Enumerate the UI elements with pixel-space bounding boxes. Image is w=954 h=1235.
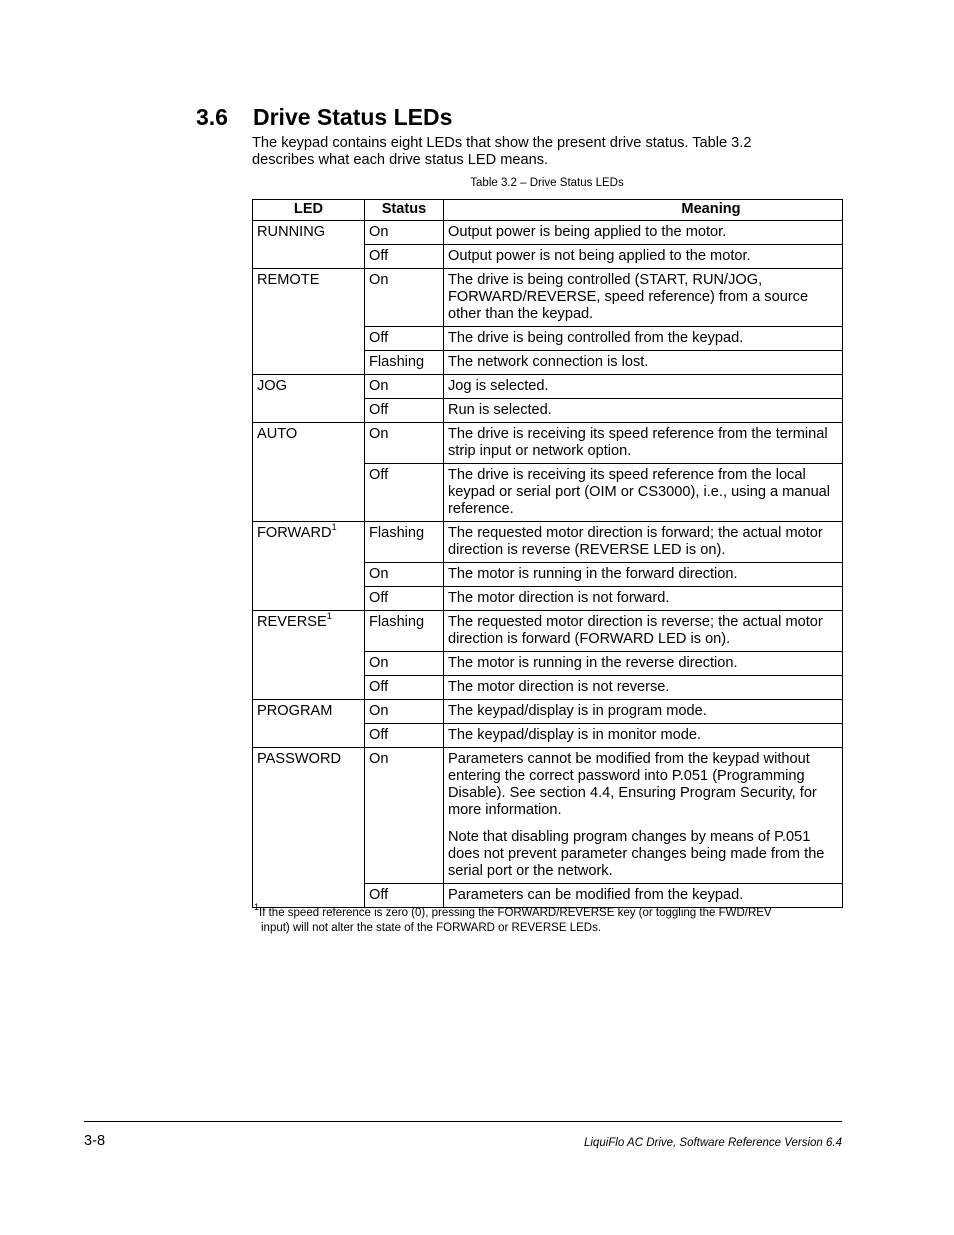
- meaning-text: The requested motor direction is forward; the actual motor direction is reverse (REVERSE LED is on).: [448, 525, 823, 558]
- meaning-cell: [444, 748, 843, 884]
- footnote-line-2: input) will not alter the state of the FORWARD or REVERSE LEDs.: [261, 922, 602, 934]
- meaning-text: The motor direction is not reverse.: [448, 679, 670, 695]
- status-cell: On: [365, 748, 444, 884]
- meaning-cell: [444, 563, 843, 587]
- meaning-cell: [444, 351, 843, 375]
- meaning-text: The motor is running in the reverse direction.: [448, 655, 738, 671]
- table-header-row: [253, 200, 843, 221]
- status-cell: Off: [365, 327, 444, 351]
- led-name-cell: [253, 375, 365, 423]
- status-cell: Off: [365, 676, 444, 700]
- table-caption: Table 3.2 – Drive Status LEDs: [470, 177, 624, 189]
- meaning-text: The keypad/display is in monitor mode.: [448, 727, 702, 743]
- meaning-text: Output power is not being applied to the motor.: [448, 248, 751, 264]
- footnote-ref: 1: [326, 611, 332, 622]
- footnote-ref: 1: [331, 522, 337, 533]
- meaning-cell: [444, 611, 843, 652]
- meaning-text: Jog is selected.: [448, 378, 549, 394]
- header-meaning: Meaning: [444, 200, 843, 221]
- section-title: Drive Status LEDs: [253, 104, 453, 130]
- status-cell: On: [365, 221, 444, 245]
- meaning-text: The requested motor direction is reverse; the actual motor direction is forward (FORWARD LED is on).: [448, 614, 823, 647]
- led-name-cell: [253, 522, 365, 611]
- status-cell: Off: [365, 884, 444, 908]
- footnote-marker: 1: [254, 902, 260, 913]
- led-name: JOG: [257, 378, 287, 394]
- led-name: RUNNING: [257, 224, 326, 240]
- meaning-cell: [444, 700, 843, 724]
- meaning-cell: [444, 399, 843, 423]
- footer-divider: [84, 1121, 842, 1122]
- meaning-cell: [444, 423, 843, 464]
- led-name-cell: [253, 700, 365, 748]
- meaning-text: Note that disabling program changes by means of P.051 does not prevent parameter changes being made from the serial port or the network.: [448, 829, 825, 879]
- meaning-text: The network connection is lost.: [448, 354, 649, 370]
- led-name-cell: [253, 269, 365, 375]
- status-cell: On: [365, 652, 444, 676]
- meaning-cell: [444, 221, 843, 245]
- meaning-cell: [444, 884, 843, 908]
- footnote-line-1: If the speed reference is zero (0), pressing the FORWARD/REVERSE key (or toggling the FWD/REV: [259, 907, 772, 919]
- meaning-cell: [444, 652, 843, 676]
- meaning-text: Run is selected.: [448, 402, 552, 418]
- meaning-text: The drive is being controlled (START, RUN/JOG, FORWARD/REVERSE, speed reference) from a source other than the keypad.: [448, 272, 809, 322]
- table-row: [253, 748, 843, 884]
- meaning-cell: [444, 522, 843, 563]
- status-cell: Off: [365, 587, 444, 611]
- table-row: [253, 269, 843, 327]
- meaning-cell: [444, 375, 843, 399]
- meaning-text: The motor direction is not forward.: [448, 590, 670, 606]
- meaning-text: The drive is receiving its speed reference from the terminal strip input or network option.: [448, 426, 828, 459]
- led-name-cell: [253, 611, 365, 700]
- table-row: [253, 375, 843, 399]
- table-row: [253, 423, 843, 464]
- document-title: LiquiFlo AC Drive, Software Reference Version 6.4: [583, 1137, 842, 1149]
- meaning-text: The motor is running in the forward direction.: [448, 566, 738, 582]
- meaning-cell: [444, 587, 843, 611]
- table-row: [253, 221, 843, 245]
- status-cell: On: [365, 423, 444, 464]
- meaning-cell: [444, 269, 843, 327]
- meaning-text: The drive is receiving its speed reference from the local keypad or serial port (OIM or CS3000), i.e., using a manual reference.: [448, 467, 831, 517]
- led-name: FORWARD: [257, 525, 332, 541]
- meaning-cell: [444, 327, 843, 351]
- status-cell: On: [365, 269, 444, 327]
- meaning-cell: [444, 676, 843, 700]
- status-cell: On: [365, 700, 444, 724]
- meaning-text: Parameters cannot be modified from the keypad without entering the correct password into P.051 (Programming Disable). See section 4.4, Ensuring Program Security, for more information.: [448, 751, 817, 818]
- led-name: REMOTE: [257, 272, 320, 288]
- footnote: [254, 902, 834, 936]
- meaning-text: Output power is being applied to the motor.: [448, 224, 727, 240]
- status-cell: Off: [365, 399, 444, 423]
- led-name: PASSWORD: [257, 751, 342, 767]
- drive-status-led-table: [252, 199, 843, 908]
- meaning-cell: [444, 724, 843, 748]
- meaning-text: Parameters can be modified from the keypad.: [448, 887, 744, 903]
- led-name-cell: [253, 221, 365, 269]
- meaning-cell: [444, 464, 843, 522]
- header-led: LED: [253, 200, 365, 221]
- meaning-cell: [444, 245, 843, 269]
- intro-paragraph: The keypad contains eight LEDs that show the present drive status. Table 3.2 describes what each drive status LED means.: [252, 135, 752, 168]
- page-number: 3-8: [84, 1133, 106, 1149]
- table-body: [253, 221, 843, 908]
- status-cell: Off: [365, 245, 444, 269]
- header-status: Status: [365, 200, 444, 221]
- led-name: PROGRAM: [257, 703, 333, 719]
- table-row: [253, 611, 843, 652]
- meaning-text: The drive is being controlled from the keypad.: [448, 330, 744, 346]
- status-cell: Flashing: [365, 611, 444, 652]
- status-cell: Off: [365, 464, 444, 522]
- led-name-cell: [253, 423, 365, 522]
- status-cell: On: [365, 563, 444, 587]
- status-cell: On: [365, 375, 444, 399]
- led-name: AUTO: [257, 426, 298, 442]
- section-number: 3.6: [196, 104, 228, 130]
- table-row: [253, 522, 843, 563]
- status-cell: Off: [365, 724, 444, 748]
- meaning-text: The keypad/display is in program mode.: [448, 703, 707, 719]
- led-name-cell: [253, 748, 365, 908]
- status-cell: Flashing: [365, 351, 444, 375]
- section-heading: [196, 104, 452, 131]
- led-name: REVERSE: [257, 614, 327, 630]
- status-cell: Flashing: [365, 522, 444, 563]
- table-row: [253, 700, 843, 724]
